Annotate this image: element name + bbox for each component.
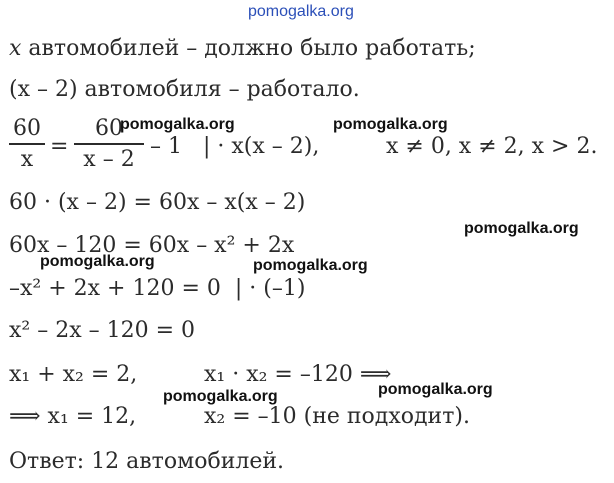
watermark-top: pomogalka.org [248,3,354,20]
line-2: (x – 2) автомобиля – работало. [9,77,360,102]
line-4: 60 · (x – 2) = 60x – x(x – 2) [9,190,306,215]
line-1-var: x [9,36,22,61]
line-1-text: автомобилей – должно было работать; [21,36,476,61]
fraction-2-numerator: 60 [95,116,123,141]
watermark-2: pomogalka.org [333,116,448,133]
watermark-6: pomogalka.org [378,381,493,398]
fraction-1 [9,118,45,171]
line-9b: x₂ = –10 (не подходит). [204,404,470,429]
fraction-2-denominator: x – 2 [83,146,135,172]
line-5: 60x – 120 = 60x – x² + 2x [9,233,295,258]
fraction-1-bar [9,143,45,145]
line-9a: ⟹ x₁ = 12, [9,404,137,429]
answer-line: Ответ: 12 автомобилей. [9,449,285,474]
line-8a: x₁ + x₂ = 2, [9,362,138,387]
fraction-1-denominator: x [20,146,34,172]
line-6: –x² + 2x + 120 = 0 | · (–1) [9,276,306,301]
watermark-3: pomogalka.org [464,220,579,237]
fraction-1-numerator: 60 [13,116,41,141]
line-1 [9,38,476,60]
equation-conditions: x ≠ 0, x ≠ 2, x > 2. [386,134,598,159]
watermark-5: pomogalka.org [253,257,368,274]
equation-rest: – 1 | · x(x – 2), [150,134,320,159]
equation-equals: = [50,134,69,159]
watermark-1: pomogalka.org [120,116,235,133]
fraction-2-bar [74,143,144,145]
line-8b: x₁ · x₂ = –120 ⟹ [204,362,392,387]
watermark-7: pomogalka.org [163,388,278,405]
line-7: x² – 2x – 120 = 0 [9,318,196,343]
watermark-4: pomogalka.org [40,253,155,270]
